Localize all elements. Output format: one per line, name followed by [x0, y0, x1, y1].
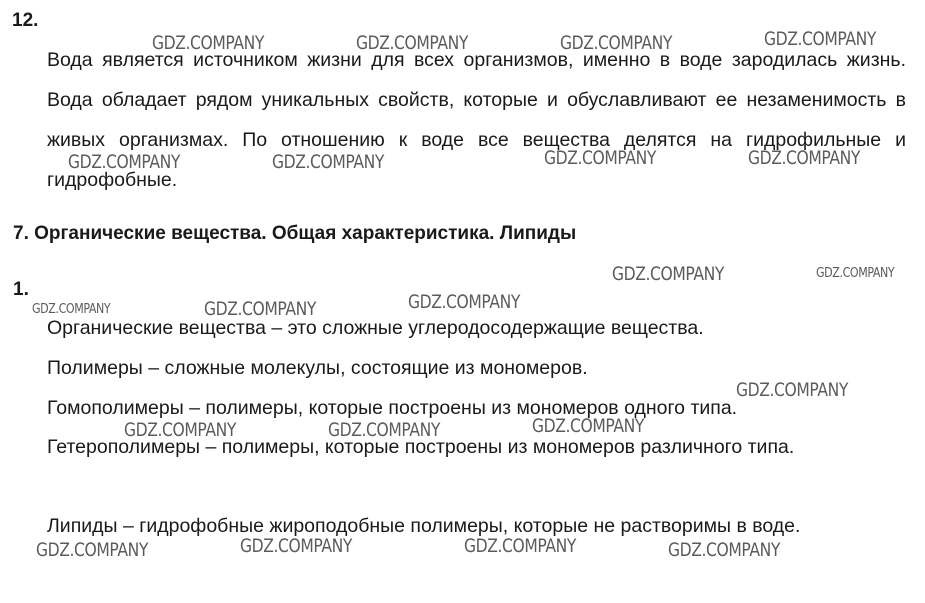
- definition-heteropolymers: Гетерополимеры – полимеры, которые построены из мономеров различного типа.: [47, 436, 795, 458]
- definition-organic-substances: Органические вещества – это сложные углеродосодержащие вещества.: [47, 317, 704, 339]
- definition-lipids: Липиды – гидрофобные жироподобные полимеры, которые не растворимы в воде.: [47, 515, 801, 537]
- definition-homopolymers: Гомополимеры – полимеры, которые построены из мономеров одного типа.: [47, 397, 738, 419]
- watermark: GDZ.COMPANY: [532, 415, 645, 437]
- watermark: GDZ.COMPANY: [408, 291, 521, 313]
- watermark: GDZ.COMPANY: [32, 301, 111, 317]
- watermark: GDZ.COMPANY: [668, 539, 781, 561]
- watermark: GDZ.COMPANY: [464, 535, 577, 557]
- watermark: GDZ.COMPANY: [544, 147, 657, 169]
- watermark: GDZ.COMPANY: [560, 32, 673, 54]
- definition-polymers: Полимеры – сложные молекулы, состоящие из мономеров.: [47, 357, 588, 379]
- chapter-heading: 7. Органические вещества. Общая характеристика. Липиды: [13, 223, 577, 244]
- task-number-1: 1.: [13, 279, 29, 300]
- watermark: GDZ.COMPANY: [152, 32, 265, 54]
- watermark: GDZ.COMPANY: [328, 419, 441, 441]
- watermark: GDZ.COMPANY: [748, 147, 861, 169]
- watermark: GDZ.COMPANY: [204, 298, 317, 320]
- watermark: GDZ.COMPANY: [764, 28, 877, 50]
- watermark: GDZ.COMPANY: [36, 539, 149, 561]
- watermark: GDZ.COMPANY: [356, 32, 469, 54]
- watermark: GDZ.COMPANY: [736, 379, 849, 401]
- watermark: GDZ.COMPANY: [816, 265, 895, 281]
- watermark: GDZ.COMPANY: [612, 263, 725, 285]
- paragraph-water: Вода является источником жизни для всех организмов, именно в воде зародилась жизнь. Вода обладает рядом уникальных свойств, которые и обуславливают ее незаменимость в живых организмах. По отношению к воде все вещества делятся на гидрофильные и гидрофобные.: [47, 49, 906, 191]
- watermark: GDZ.COMPANY: [240, 535, 353, 557]
- watermark: GDZ.COMPANY: [124, 419, 237, 441]
- task-number-12: 12.: [12, 10, 39, 31]
- watermark: GDZ.COMPANY: [68, 151, 181, 173]
- watermark: GDZ.COMPANY: [272, 151, 385, 173]
